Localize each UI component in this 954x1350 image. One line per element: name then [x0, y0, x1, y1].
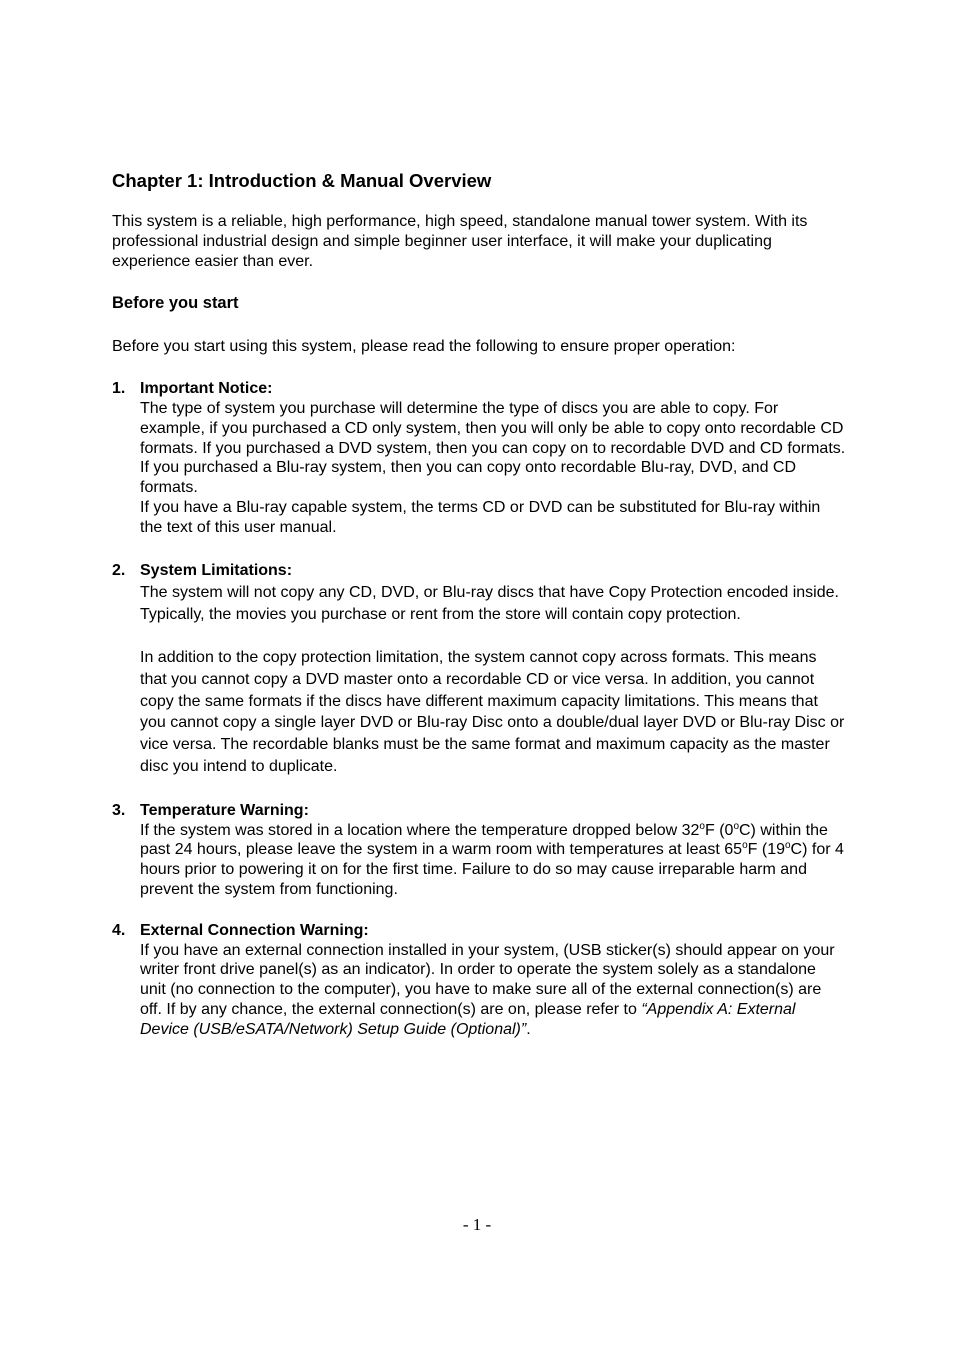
- text-segment: If the system was stored in a location where the temperature dropped below 32: [140, 821, 700, 839]
- notice-item-temperature: [112, 801, 846, 900]
- degree-symbol: o: [784, 840, 791, 852]
- degree-symbol: o: [733, 820, 739, 832]
- text-segment: C) for 4 hours prior to powering it on for the first time. Failure to do so may cause irreparable harm and prevent the system from functioning.: [140, 841, 844, 898]
- before-you-start-intro: Before you start using this system, please read the following to ensure proper operation:: [112, 338, 736, 356]
- notice-list: [112, 379, 846, 1039]
- notice-title: Important Notice:: [140, 380, 273, 398]
- notice-paragraph: [140, 821, 846, 900]
- page-number: - 1 -: [462, 1215, 492, 1234]
- notice-title: External Connection Warning:: [140, 921, 369, 939]
- notice-title: System Limitations:: [140, 561, 293, 579]
- before-you-start-heading: Before you start: [112, 294, 239, 313]
- text-segment: .: [526, 1020, 531, 1038]
- notice-number: 2.: [112, 561, 126, 579]
- notice-number: 4.: [112, 921, 126, 939]
- degree-symbol: o: [699, 820, 705, 832]
- degree-symbol: o: [742, 840, 748, 852]
- appendix-reference: “Appendix A: External Device (USB/eSATA/Network) Setup Guide (Optional)”: [140, 1000, 796, 1038]
- notice-paragraph: The type of system you purchase will determine the type of discs you are able to copy. For example, if you purchased a CD only system, then you will only be able to copy onto recordable CD formats. If you purchased a DVD system, then you can copy on to recordable DVD and CD formats. If you purchased a Blu-ray system, then you can copy onto recordable Blu-ray, DVD, and CD formats.: [140, 399, 846, 497]
- chapter-title: Chapter 1: Introduction & Manual Overview: [112, 170, 492, 191]
- page-content: [112, 170, 846, 1040]
- text-segment: F (0: [704, 821, 734, 839]
- text-segment: F (19: [747, 841, 785, 859]
- text-segment: If you have an external connection installed in your system, (USB sticker(s) should appear on your writer front drive panel(s) as an indicator). In order to operate the system solely as a standalone unit (no connection to the computer), you have to make sure all of the external connection(s) are off. If by any chance, the external connection(s) are on, please refer to: [140, 941, 835, 1018]
- notice-paragraph: In addition to the copy protection limitation, the system cannot copy across formats. This means that you cannot copy a DVD master onto a recordable CD or vice versa. In addition, you cannot copy the same formats if the discs have different maximum capacity limitations. This means that you cannot copy a single layer DVD or Blu-ray Disc onto a double/dual layer DVD or Blu-ray Disc or vice versa. The recordable blanks must be the same format and maximum capacity as the master disc you intend to duplicate.: [140, 648, 845, 775]
- intro-paragraph: This system is a reliable, high performance, high speed, standalone manual tower system. With its professional industrial design and simple beginner user interface, it will make your duplicating experience easier than ever.: [112, 213, 808, 270]
- notice-item-limitations: [112, 561, 846, 778]
- notice-paragraph: If you have a Blu-ray capable system, the terms CD or DVD can be substituted for Blu-ray within the text of this user manual.: [140, 498, 821, 536]
- notice-item-important: [112, 379, 846, 537]
- notice-item-external-connection: [112, 921, 846, 1040]
- notice-number: 1.: [112, 380, 126, 398]
- text-segment: C) within the past 24 hours, please leave the system in a warm room with temperatures at least 65: [140, 821, 828, 859]
- notice-title: Temperature Warning:: [140, 801, 309, 819]
- notice-paragraph: The system will not copy any CD, DVD, or Blu-ray discs that have Copy Protection encoded inside. Typically, the movies you purchase or rent from the store will contain copy protection.: [140, 584, 839, 624]
- notice-paragraph: [140, 941, 846, 1040]
- notice-number: 3.: [112, 801, 126, 819]
